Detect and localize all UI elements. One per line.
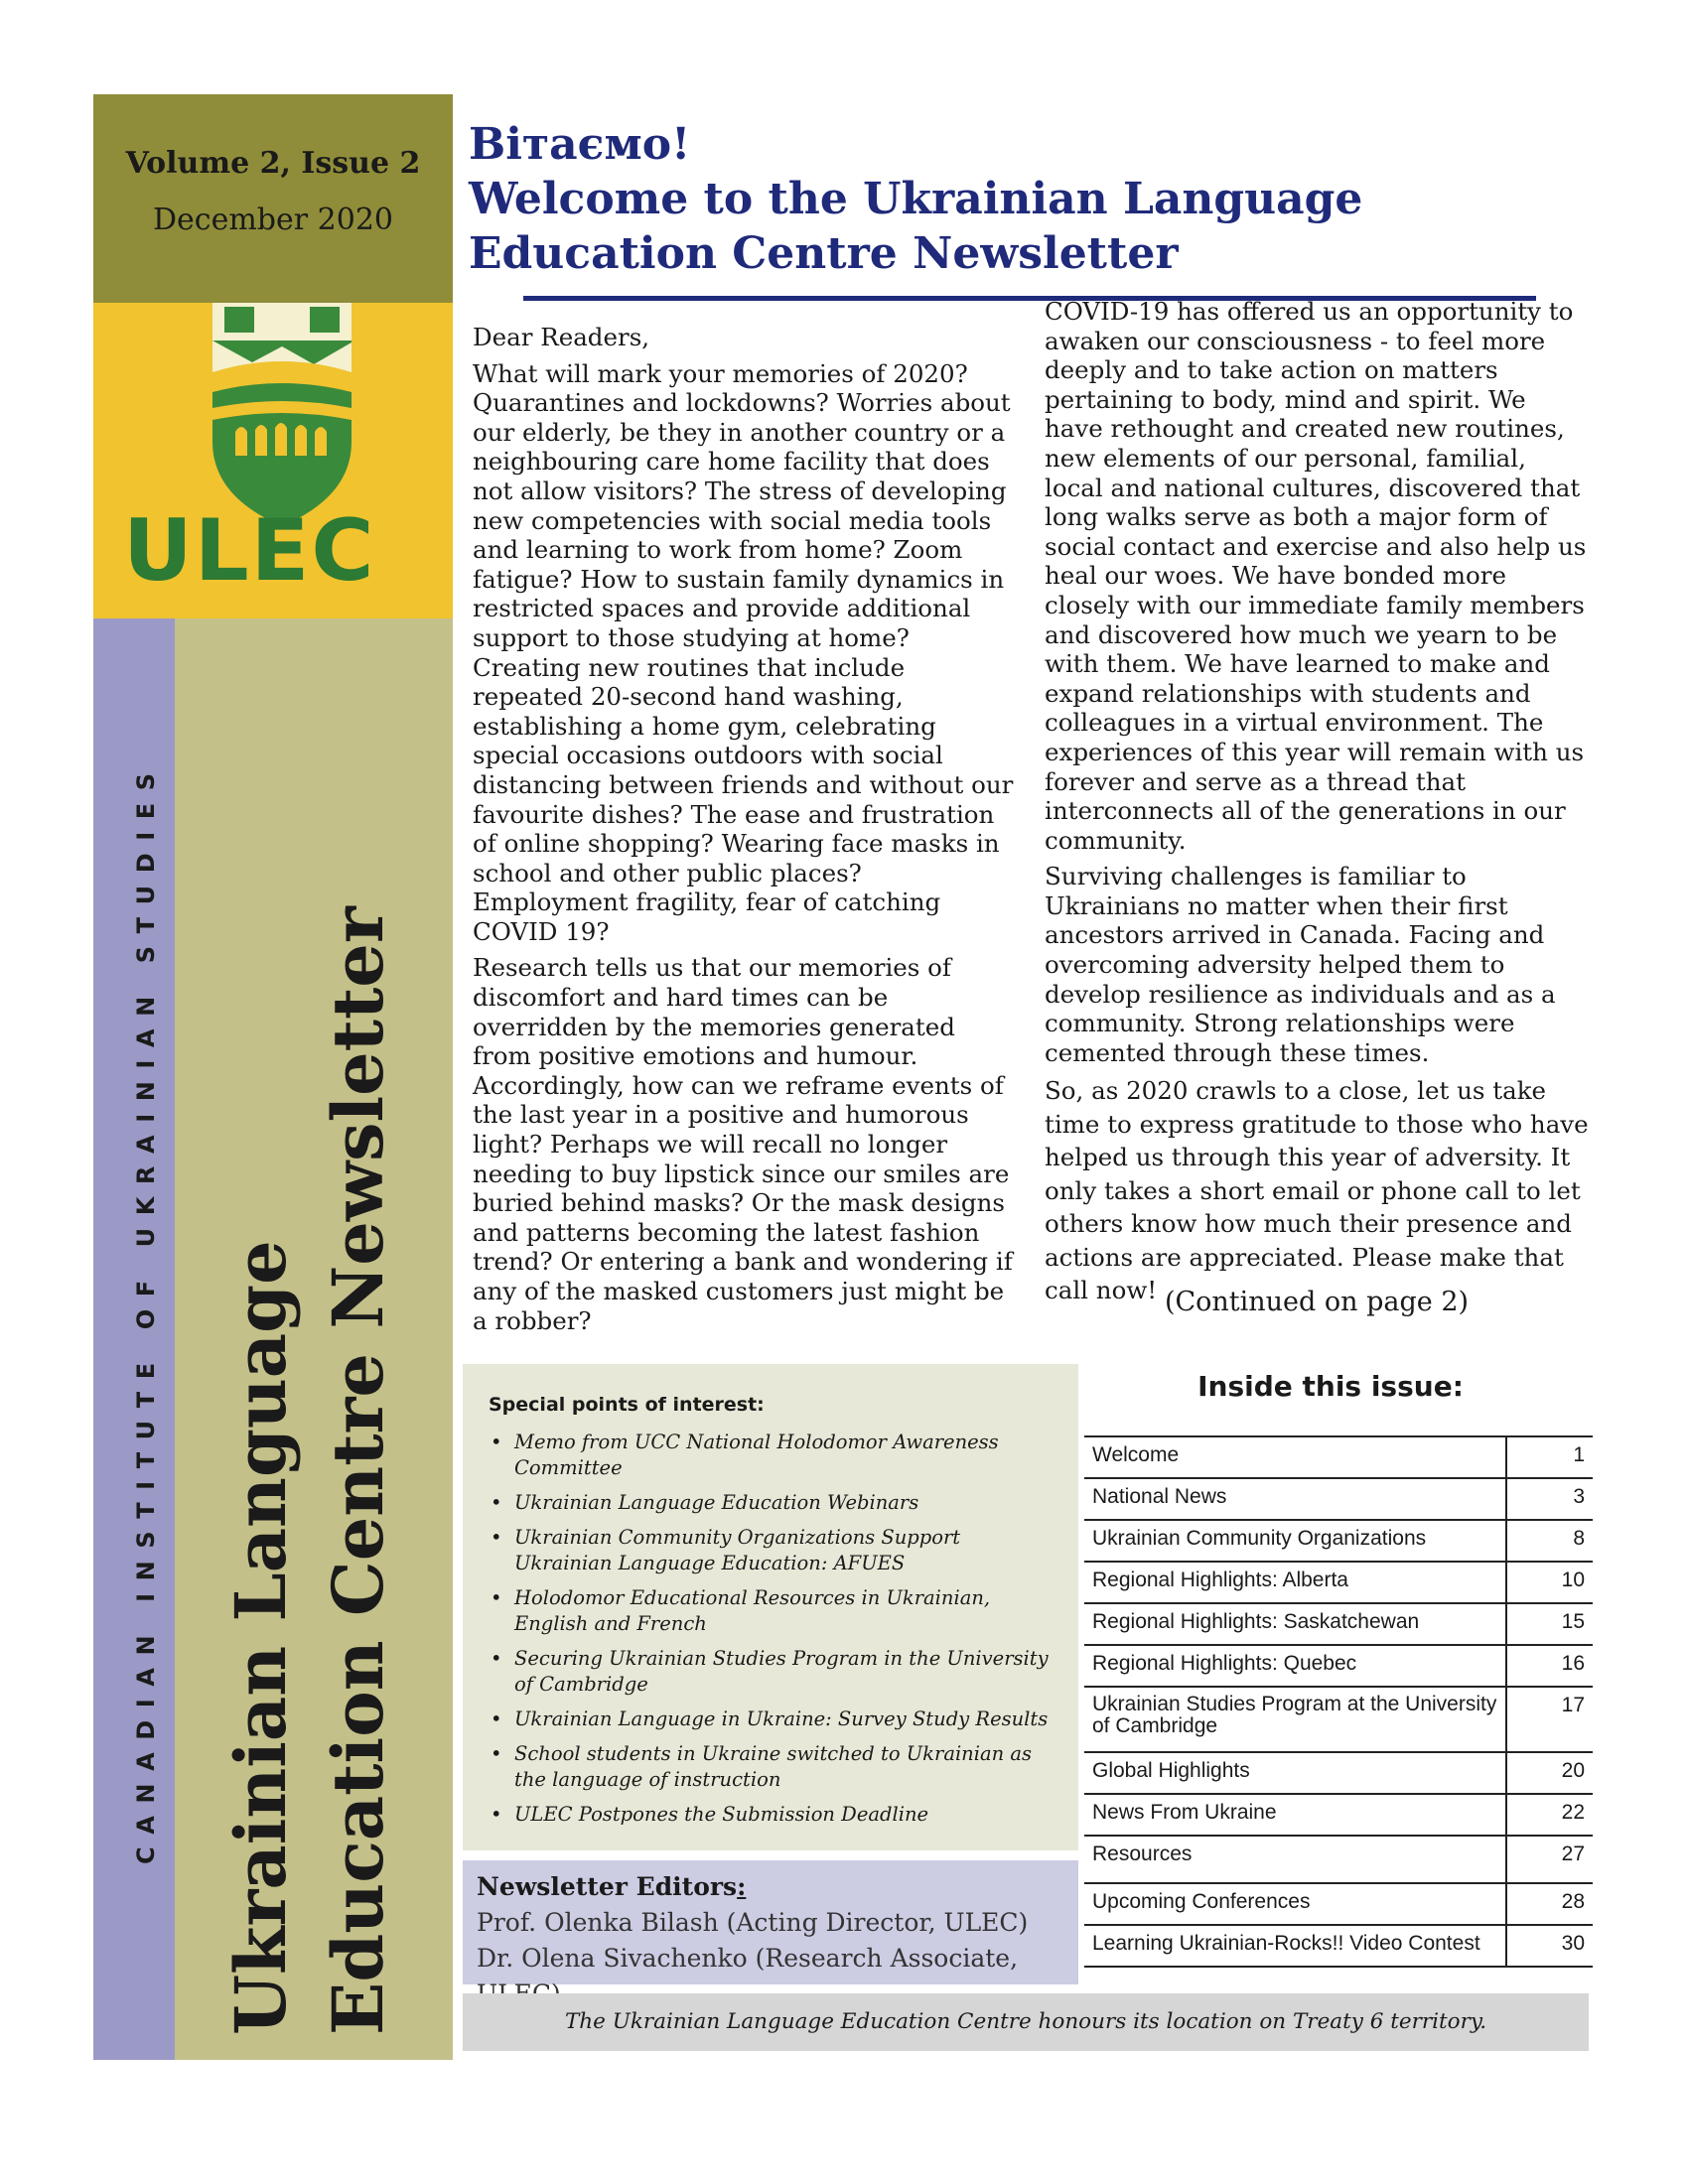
toc-label: Ukrainian Studies Program at the University of Cambridge <box>1084 1687 1506 1752</box>
list-item: • Ukrainian Language in Ukraine: Survey Study Results <box>489 1706 1051 1732</box>
editors-title-colon: : <box>737 1872 747 1901</box>
list-item: • Memo from UCC National Holodomor Awareness Committee <box>489 1430 1051 1481</box>
toc-label: Global Highlights <box>1084 1752 1506 1794</box>
issue-date: December 2020 <box>153 203 393 237</box>
toc-label: Regional Highlights: Quebec <box>1084 1645 1506 1687</box>
toc-label: Learning Ukrainian-Rocks!! Video Contest <box>1084 1925 1506 1967</box>
title-line-2: Education Centre Newsletter <box>469 228 1179 279</box>
toc-page: 15 <box>1506 1603 1593 1645</box>
list-item: • Ukrainian Community Organizations Support Ukrainian Language Education: AFUES <box>489 1525 1051 1576</box>
list-item: • Holodomor Educational Resources in Ukrainian, English and French <box>489 1585 1051 1637</box>
greeting-ukrainian: Вітаємо! <box>469 119 691 170</box>
toc-page: 17 <box>1506 1687 1593 1752</box>
special-points-title: Special points of interest: <box>489 1394 765 1416</box>
letter-paragraph-3: COVID-19 has offered us an opportunity to awaken our consciousness - to feel more deeply and to take action on matters pertaining to body, mind and spirit. We have rethought and created new routines, new elements of our personal, familial, local and national cultures, discovered that long walks serve as both a major form of social contact and exercise and also help us heal our woes. We have bonded more closely with our immediate family members and discovered how much we yearn to be with them. We have learned to make and expand relationships with students and colleagues in a virtual environment. The experiences of this year will remain with us forever and serve as a thread that interconnects all of the generations in our community. <box>1045 297 1587 855</box>
letter-paragraph-1: What will mark your memories of 2020? Quarantines and lockdowns? Worries about our elderly, be they in another country or a neighbouring care home facility that does not allow visitors? The stress of developing new competencies with social media tools and learning to work from home? Zoom fatigue? How to sustain family dynamics in restricted spaces and provide additional support to those studying at home? Creating new routines that include repeated 20-second hand washing, establishing a home gym, celebrating special occasions outdoors with social distancing between friends and without our favourite dishes? The ease and frustration of online shopping? Wearing face masks in school and other public places? Employment fragility, fear of catching COVID 19? <box>473 358 1014 946</box>
toc-page: 20 <box>1506 1752 1593 1794</box>
table-row[interactable] <box>1084 1436 1593 1478</box>
letter-paragraph-2: Research tells us that our memories of discomfort and hard times can be overridden by the memories generated from positive emotions and humour. Accordingly, how can we reframe events of the last year in a positive and humorous light? Perhaps we will recall no longer needing to buy lipstick since our smiles are buried behind masks? Or the mask designs and patterns becoming the latest fashion trend? Or entering a bank and wondering if any of the masked customers just might be a robber? <box>473 953 1013 1335</box>
toc-page: 10 <box>1506 1562 1593 1603</box>
list-item: • School students in Ukraine switched to Ukrainian as the language of instruction <box>489 1741 1051 1793</box>
editors-title-text: Newsletter Editors <box>477 1872 738 1901</box>
letter-column-1 <box>473 323 1015 1342</box>
title-line-1: Welcome to the Ukrainian Language <box>469 174 1363 224</box>
letter-paragraph-4: Surviving challenges is familiar to Ukrainians no matter when their first ancestors arrived in Canada. Facing and overcoming adversity helped them to develop resilience as individuals and as a community. Strong relationships were cemented through these times. <box>1045 862 1556 1067</box>
letter-paragraph-5: So, as 2020 crawls to a close, let us take time to express gratitude to those who have helped us through this year of adversity. It only takes a short email or phone call to let others know how much their presence and actions are appreciated. Please make that call now! <box>1045 1076 1589 1305</box>
volume-issue: Volume 2, Issue 2 <box>125 146 421 181</box>
list-item: • Ukrainian Language Education Webinars <box>489 1490 1051 1516</box>
toc-label: News From Ukraine <box>1084 1794 1506 1836</box>
toc-label: Welcome <box>1084 1436 1506 1478</box>
editors-title <box>477 1872 1064 1901</box>
toc-page: 30 <box>1506 1925 1593 1967</box>
editors-box <box>463 1860 1078 1984</box>
table-row[interactable] <box>1084 1836 1593 1883</box>
letter-column-2 <box>1045 297 1589 1314</box>
table-row[interactable] <box>1084 1794 1593 1836</box>
table-row[interactable] <box>1084 1883 1593 1925</box>
masthead-line-2: Education Centre Newsletter <box>317 906 399 2035</box>
table-of-contents <box>1084 1435 1593 1968</box>
toc-page: 16 <box>1506 1645 1593 1687</box>
table-row[interactable] <box>1084 1603 1593 1645</box>
toc-label: Ukrainian Community Organizations <box>1084 1520 1506 1562</box>
inside-issue-title: Inside this issue: <box>1197 1370 1464 1403</box>
table-row[interactable] <box>1084 1478 1593 1520</box>
toc-label: Upcoming Conferences <box>1084 1883 1506 1925</box>
editor-1: Prof. Olenka Bilash (Acting Director, ULEC) <box>477 1908 1029 1937</box>
table-row[interactable] <box>1084 1687 1593 1752</box>
toc-label: Resources <box>1084 1836 1506 1883</box>
masthead-line-1: Ukrainian Language <box>219 1240 302 2035</box>
list-item: • Securing Ukrainian Studies Program in the University of Cambridge <box>489 1646 1051 1698</box>
treaty-acknowledgement: The Ukrainian Language Education Centre honours its location on Treaty 6 territory. <box>463 1993 1589 2051</box>
toc-page: 1 <box>1506 1436 1593 1478</box>
special-points-list <box>489 1430 1051 1828</box>
table-row[interactable] <box>1084 1645 1593 1687</box>
list-item: • ULEC Postpones the Submission Deadline <box>489 1802 1051 1828</box>
newsletter-masthead <box>212 906 407 2035</box>
toc-label: National News <box>1084 1478 1506 1520</box>
toc-page: 27 <box>1506 1836 1593 1883</box>
issue-info-box <box>93 94 453 303</box>
toc-page: 22 <box>1506 1794 1593 1836</box>
special-points-box <box>463 1364 1078 1850</box>
ulec-logo <box>93 303 453 618</box>
ulec-logo-text: ULEC <box>123 501 376 601</box>
table-row[interactable] <box>1084 1562 1593 1603</box>
toc-page: 3 <box>1506 1478 1593 1520</box>
continued-note: (Continued on page 2) <box>1164 1287 1470 1317</box>
table-row[interactable] <box>1084 1925 1593 1967</box>
institute-caption: CANADIAN INSTITUTE OF UKRAINIAN STUDIES <box>132 760 160 1864</box>
toc-label: Regional Highlights: Saskatchewan <box>1084 1603 1506 1645</box>
table-row[interactable] <box>1084 1752 1593 1794</box>
page-title <box>469 117 1591 281</box>
editor-2: Dr. Olena Sivachenko (Research Associate, <box>477 1944 1019 1973</box>
toc-label: Regional Highlights: Alberta <box>1084 1562 1506 1603</box>
table-row[interactable] <box>1084 1520 1593 1562</box>
toc-page: 8 <box>1506 1520 1593 1562</box>
salutation: Dear Readers, <box>473 323 650 351</box>
toc-page: 28 <box>1506 1883 1593 1925</box>
